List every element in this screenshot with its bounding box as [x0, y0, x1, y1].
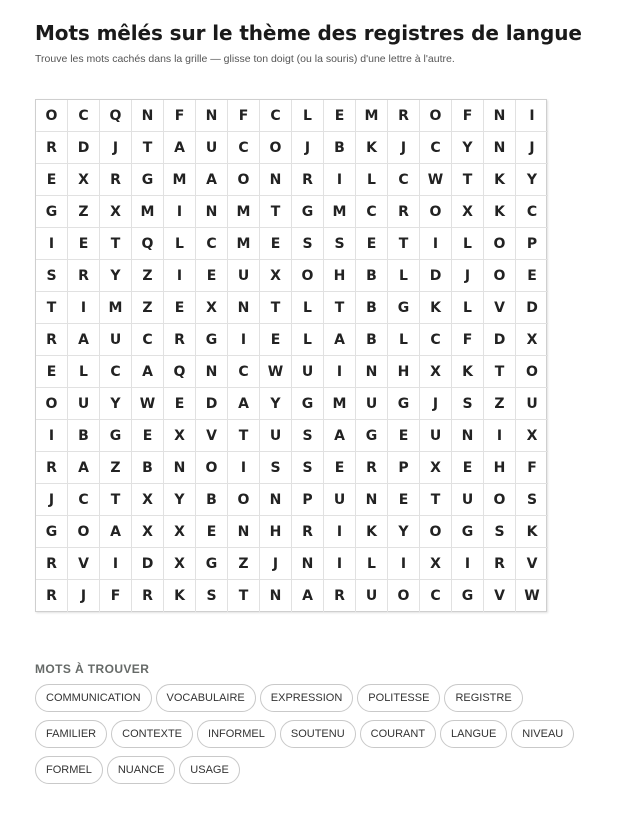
grid-cell[interactable]: L [452, 292, 484, 324]
grid-cell[interactable]: Z [132, 260, 164, 292]
grid-cell[interactable]: E [516, 260, 548, 292]
grid-cell[interactable]: R [164, 324, 196, 356]
grid-cell[interactable]: Y [100, 388, 132, 420]
grid-cell[interactable]: H [388, 356, 420, 388]
grid-cell[interactable]: O [484, 260, 516, 292]
grid-cell[interactable]: K [484, 164, 516, 196]
grid-cell[interactable]: V [196, 420, 228, 452]
grid-cell[interactable]: E [388, 420, 420, 452]
grid-cell[interactable]: G [388, 388, 420, 420]
grid-cell[interactable]: C [68, 100, 100, 132]
grid-cell[interactable]: L [164, 228, 196, 260]
word-chip[interactable]: REGISTRE [444, 684, 522, 712]
grid-cell[interactable]: Y [100, 260, 132, 292]
grid-cell[interactable]: B [68, 420, 100, 452]
grid-cell[interactable]: A [132, 356, 164, 388]
grid-cell[interactable]: R [388, 196, 420, 228]
grid-cell[interactable]: E [36, 356, 68, 388]
words-heading: MOTS À TROUVER [35, 662, 150, 676]
grid-cell[interactable]: E [196, 260, 228, 292]
grid-cell[interactable]: F [164, 100, 196, 132]
grid-cell[interactable]: J [388, 132, 420, 164]
grid-cell[interactable]: T [260, 292, 292, 324]
grid-cell[interactable]: I [452, 548, 484, 580]
grid-cell[interactable]: N [260, 484, 292, 516]
grid-cell[interactable]: U [292, 356, 324, 388]
grid-cell[interactable]: O [484, 484, 516, 516]
grid-cell[interactable]: L [292, 292, 324, 324]
word-chip[interactable]: FORMEL [35, 756, 103, 784]
grid-cell[interactable]: I [100, 548, 132, 580]
word-chip[interactable]: EXPRESSION [260, 684, 354, 712]
grid-cell[interactable]: K [452, 356, 484, 388]
grid-cell[interactable]: G [36, 516, 68, 548]
grid-cell[interactable]: A [324, 420, 356, 452]
grid-cell[interactable]: I [324, 548, 356, 580]
word-chip[interactable]: COMMUNICATION [35, 684, 152, 712]
grid-cell[interactable]: N [484, 100, 516, 132]
grid-cell[interactable]: R [484, 548, 516, 580]
grid-cell[interactable]: S [292, 228, 324, 260]
grid-cell[interactable]: R [36, 324, 68, 356]
grid-cell[interactable]: G [196, 324, 228, 356]
grid-cell[interactable]: W [132, 388, 164, 420]
grid-cell[interactable]: H [260, 516, 292, 548]
grid-cell[interactable]: T [260, 196, 292, 228]
grid-cell[interactable]: O [196, 452, 228, 484]
grid-cell[interactable]: K [420, 292, 452, 324]
grid-cell[interactable]: D [420, 260, 452, 292]
grid-cell[interactable]: Z [100, 452, 132, 484]
grid-cell[interactable]: L [452, 228, 484, 260]
grid-cell[interactable]: M [164, 164, 196, 196]
grid-cell[interactable]: C [132, 324, 164, 356]
grid-cell[interactable]: P [388, 452, 420, 484]
grid-cell[interactable]: S [516, 484, 548, 516]
grid-cell[interactable]: N [356, 484, 388, 516]
grid-cell[interactable]: T [228, 580, 260, 612]
word-search-grid[interactable] [35, 99, 547, 612]
grid-cell[interactable]: C [260, 100, 292, 132]
grid-cell[interactable]: F [516, 452, 548, 484]
grid-cell[interactable]: W [420, 164, 452, 196]
grid-cell[interactable]: S [36, 260, 68, 292]
grid-cell[interactable]: G [132, 164, 164, 196]
word-chip[interactable]: NUANCE [107, 756, 175, 784]
grid-cell[interactable]: X [260, 260, 292, 292]
grid-cell[interactable]: S [324, 228, 356, 260]
grid-cell[interactable]: G [292, 388, 324, 420]
grid-cell[interactable]: C [356, 196, 388, 228]
grid-cell[interactable]: L [388, 324, 420, 356]
grid-cell[interactable]: X [516, 420, 548, 452]
grid-cell[interactable]: G [452, 580, 484, 612]
grid-cell[interactable]: I [324, 164, 356, 196]
grid-cell[interactable]: G [292, 196, 324, 228]
grid-cell[interactable]: S [484, 516, 516, 548]
grid-cell[interactable]: K [516, 516, 548, 548]
grid-cell[interactable]: U [356, 580, 388, 612]
grid-cell[interactable]: U [196, 132, 228, 164]
grid-cell[interactable]: C [516, 196, 548, 228]
grid-cell[interactable]: G [100, 420, 132, 452]
grid-cell[interactable]: B [196, 484, 228, 516]
word-chip[interactable]: VOCABULAIRE [156, 684, 256, 712]
grid-cell[interactable]: H [484, 452, 516, 484]
grid-cell[interactable]: Y [260, 388, 292, 420]
grid-cell[interactable]: A [292, 580, 324, 612]
grid-cell[interactable]: R [132, 580, 164, 612]
grid-cell[interactable]: N [484, 132, 516, 164]
word-list [35, 684, 595, 784]
grid-cell[interactable]: J [452, 260, 484, 292]
grid-cell[interactable]: I [420, 228, 452, 260]
grid-cell[interactable]: W [260, 356, 292, 388]
word-chip[interactable]: SOUTENU [280, 720, 356, 748]
grid-cell[interactable]: O [36, 388, 68, 420]
grid-cell[interactable]: Z [68, 196, 100, 228]
grid-cell[interactable]: J [260, 548, 292, 580]
grid-cell[interactable]: P [516, 228, 548, 260]
word-chip[interactable]: CONTEXTE [111, 720, 193, 748]
grid-cell[interactable]: E [36, 164, 68, 196]
grid-cell[interactable]: A [164, 132, 196, 164]
grid-cell[interactable]: U [452, 484, 484, 516]
grid-cell[interactable]: J [100, 132, 132, 164]
grid-cell[interactable]: I [324, 516, 356, 548]
grid-cell[interactable]: M [100, 292, 132, 324]
grid-cell[interactable]: T [452, 164, 484, 196]
grid-cell[interactable]: I [228, 452, 260, 484]
grid-cell[interactable]: E [164, 292, 196, 324]
grid-cell[interactable]: M [228, 196, 260, 228]
grid-cell[interactable]: P [292, 484, 324, 516]
grid-cell[interactable]: K [484, 196, 516, 228]
grid-cell[interactable]: C [420, 324, 452, 356]
grid-cell[interactable]: C [420, 132, 452, 164]
grid-cell[interactable]: E [324, 100, 356, 132]
grid-cell[interactable]: X [164, 420, 196, 452]
grid-cell[interactable]: Z [228, 548, 260, 580]
grid-cell[interactable]: O [228, 164, 260, 196]
grid-cell[interactable]: X [196, 292, 228, 324]
grid-cell[interactable]: M [228, 228, 260, 260]
grid-cell[interactable]: Y [164, 484, 196, 516]
grid-cell[interactable]: R [36, 548, 68, 580]
grid-cell[interactable]: L [356, 548, 388, 580]
grid-cell[interactable]: O [420, 516, 452, 548]
grid-cell[interactable]: E [324, 452, 356, 484]
grid-cell[interactable]: N [228, 292, 260, 324]
grid-cell[interactable]: E [260, 324, 292, 356]
grid-cell[interactable]: N [164, 452, 196, 484]
instructions-text: Trouve les mots cachés dans la grille — glisse ton doigt (ou la souris) d'une lettre à l'autre. [35, 53, 455, 65]
grid-cell[interactable]: T [100, 228, 132, 260]
grid-cell[interactable]: U [324, 484, 356, 516]
grid-cell[interactable]: U [420, 420, 452, 452]
grid-cell[interactable]: U [516, 388, 548, 420]
grid-cell[interactable]: Y [388, 516, 420, 548]
grid-cell[interactable]: X [132, 484, 164, 516]
grid-cell[interactable]: X [164, 516, 196, 548]
grid-cell[interactable]: Q [132, 228, 164, 260]
grid-cell[interactable]: J [36, 484, 68, 516]
grid-cell[interactable]: I [68, 292, 100, 324]
grid-cell[interactable]: J [516, 132, 548, 164]
grid-cell[interactable]: E [132, 420, 164, 452]
grid-cell[interactable]: T [36, 292, 68, 324]
grid-cell[interactable]: G [388, 292, 420, 324]
page-title: Mots mêlés sur le thème des registres de langue [35, 21, 582, 45]
grid-cell[interactable]: U [100, 324, 132, 356]
grid-cell[interactable]: V [484, 292, 516, 324]
grid-cell[interactable]: F [100, 580, 132, 612]
grid-cell[interactable]: A [100, 516, 132, 548]
grid-cell[interactable]: L [292, 324, 324, 356]
grid-cell[interactable]: B [356, 292, 388, 324]
grid-cell[interactable]: A [228, 388, 260, 420]
grid-cell[interactable]: E [388, 484, 420, 516]
grid-cell[interactable]: V [484, 580, 516, 612]
grid-cell[interactable]: U [68, 388, 100, 420]
grid-cell[interactable]: D [68, 132, 100, 164]
grid-cell[interactable]: X [164, 548, 196, 580]
grid-cell[interactable]: X [420, 452, 452, 484]
grid-cell[interactable]: L [68, 356, 100, 388]
grid-cell[interactable]: Y [516, 164, 548, 196]
grid-cell[interactable]: R [292, 164, 324, 196]
grid-cell[interactable]: G [36, 196, 68, 228]
grid-cell[interactable]: O [292, 260, 324, 292]
grid-cell[interactable]: K [356, 132, 388, 164]
grid-cell[interactable]: T [388, 228, 420, 260]
grid-cell[interactable]: X [68, 164, 100, 196]
grid-cell[interactable]: E [356, 228, 388, 260]
grid-cell[interactable]: X [516, 324, 548, 356]
grid-cell[interactable]: O [420, 100, 452, 132]
grid-cell[interactable]: G [356, 420, 388, 452]
grid-cell[interactable]: O [516, 356, 548, 388]
grid-cell[interactable]: N [292, 548, 324, 580]
word-chip[interactable]: INFORMEL [197, 720, 276, 748]
grid-cell[interactable]: I [484, 420, 516, 452]
grid-cell[interactable]: M [132, 196, 164, 228]
grid-cell[interactable]: R [324, 580, 356, 612]
grid-cell[interactable]: X [420, 356, 452, 388]
grid-cell[interactable]: D [484, 324, 516, 356]
grid-cell[interactable]: B [132, 452, 164, 484]
grid-cell[interactable]: I [324, 356, 356, 388]
grid-cell[interactable]: N [356, 356, 388, 388]
grid-cell[interactable]: X [452, 196, 484, 228]
grid-cell[interactable]: N [228, 516, 260, 548]
grid-cell[interactable]: O [484, 228, 516, 260]
grid-cell[interactable]: J [420, 388, 452, 420]
grid-cell[interactable]: R [36, 452, 68, 484]
grid-cell[interactable]: Q [100, 100, 132, 132]
grid-cell[interactable]: D [196, 388, 228, 420]
grid-cell[interactable]: X [100, 196, 132, 228]
grid-cell[interactable]: T [132, 132, 164, 164]
grid-cell[interactable]: J [292, 132, 324, 164]
grid-cell[interactable]: R [68, 260, 100, 292]
grid-cell[interactable]: K [164, 580, 196, 612]
word-chip[interactable]: NIVEAU [511, 720, 574, 748]
grid-cell[interactable]: R [292, 516, 324, 548]
grid-cell[interactable]: Z [484, 388, 516, 420]
grid-cell[interactable]: C [228, 356, 260, 388]
grid-cell[interactable]: C [420, 580, 452, 612]
grid-cell[interactable]: C [388, 164, 420, 196]
grid-cell[interactable]: F [452, 324, 484, 356]
grid-cell[interactable]: J [68, 580, 100, 612]
grid-cell[interactable]: N [132, 100, 164, 132]
grid-cell[interactable]: A [324, 324, 356, 356]
grid-cell[interactable]: F [452, 100, 484, 132]
grid-cell[interactable]: N [452, 420, 484, 452]
grid-cell[interactable]: S [452, 388, 484, 420]
grid-cell[interactable]: R [100, 164, 132, 196]
grid-cell[interactable]: C [196, 228, 228, 260]
grid-cell[interactable]: T [420, 484, 452, 516]
grid-cell[interactable]: O [260, 132, 292, 164]
grid-cell[interactable]: N [196, 196, 228, 228]
grid-cell[interactable]: V [68, 548, 100, 580]
grid-cell[interactable]: S [292, 452, 324, 484]
grid-cell[interactable]: U [260, 420, 292, 452]
grid-cell[interactable]: E [68, 228, 100, 260]
grid-cell[interactable]: I [516, 100, 548, 132]
grid-cell[interactable]: I [36, 420, 68, 452]
grid-cell[interactable]: O [388, 580, 420, 612]
grid-cell[interactable]: Y [452, 132, 484, 164]
grid-cell[interactable]: U [228, 260, 260, 292]
grid-cell[interactable]: A [196, 164, 228, 196]
grid-cell[interactable]: R [388, 100, 420, 132]
grid-cell[interactable]: I [36, 228, 68, 260]
grid-cell[interactable]: G [452, 516, 484, 548]
grid-cell[interactable]: S [292, 420, 324, 452]
grid-cell[interactable]: E [164, 388, 196, 420]
grid-cell[interactable]: F [228, 100, 260, 132]
grid-cell[interactable]: B [324, 132, 356, 164]
grid-cell[interactable]: I [228, 324, 260, 356]
grid-cell[interactable]: N [260, 164, 292, 196]
grid-cell[interactable]: D [516, 292, 548, 324]
grid-cell[interactable]: C [68, 484, 100, 516]
word-chip[interactable]: LANGUE [440, 720, 507, 748]
grid-cell[interactable]: R [36, 132, 68, 164]
grid-cell[interactable]: N [196, 356, 228, 388]
grid-cell[interactable]: C [228, 132, 260, 164]
grid-cell[interactable]: H [324, 260, 356, 292]
grid-cell[interactable]: N [196, 100, 228, 132]
grid-cell[interactable]: L [388, 260, 420, 292]
grid-cell[interactable]: B [356, 260, 388, 292]
grid-cell[interactable]: Z [132, 292, 164, 324]
grid-cell[interactable]: E [196, 516, 228, 548]
grid-cell[interactable]: X [132, 516, 164, 548]
grid-cell[interactable]: L [292, 100, 324, 132]
grid-cell[interactable]: O [68, 516, 100, 548]
grid-cell[interactable]: B [356, 324, 388, 356]
grid-cell[interactable]: X [420, 548, 452, 580]
word-chip[interactable]: COURANT [360, 720, 436, 748]
grid-cell[interactable]: R [36, 580, 68, 612]
grid-cell[interactable]: K [356, 516, 388, 548]
grid-cell[interactable]: N [260, 580, 292, 612]
word-chip[interactable]: FAMILIER [35, 720, 107, 748]
grid-cell[interactable]: T [100, 484, 132, 516]
grid-cell[interactable]: W [524, 588, 540, 604]
grid-cell[interactable]: T [228, 420, 260, 452]
grid-cell[interactable]: G [196, 548, 228, 580]
word-chip[interactable]: USAGE [179, 756, 240, 784]
grid-cell[interactable]: R [356, 452, 388, 484]
grid-cell[interactable]: M [324, 388, 356, 420]
grid-cell[interactable]: I [164, 260, 196, 292]
grid-cell[interactable]: O [36, 100, 68, 132]
grid-cell[interactable]: U [356, 388, 388, 420]
grid-cell[interactable]: D [132, 548, 164, 580]
grid-cell[interactable]: A [68, 324, 100, 356]
grid-cell[interactable]: A [68, 452, 100, 484]
grid-cell[interactable]: S [260, 452, 292, 484]
word-chip[interactable]: POLITESSE [357, 684, 440, 712]
grid-cell[interactable]: O [228, 484, 260, 516]
grid-cell[interactable]: T [324, 292, 356, 324]
grid-cell[interactable]: M [324, 196, 356, 228]
grid-cell[interactable]: V [516, 548, 548, 580]
grid-cell[interactable]: I [164, 196, 196, 228]
grid-cell[interactable]: L [356, 164, 388, 196]
grid-cell[interactable]: E [260, 228, 292, 260]
grid-cell[interactable]: O [420, 196, 452, 228]
grid-cell[interactable]: S [196, 580, 228, 612]
grid-cell[interactable]: I [388, 548, 420, 580]
grid-cell[interactable]: M [356, 100, 388, 132]
grid-cell[interactable]: C [100, 356, 132, 388]
grid-cell[interactable]: E [452, 452, 484, 484]
grid-cell[interactable]: Q [164, 356, 196, 388]
grid-cell[interactable]: T [484, 356, 516, 388]
